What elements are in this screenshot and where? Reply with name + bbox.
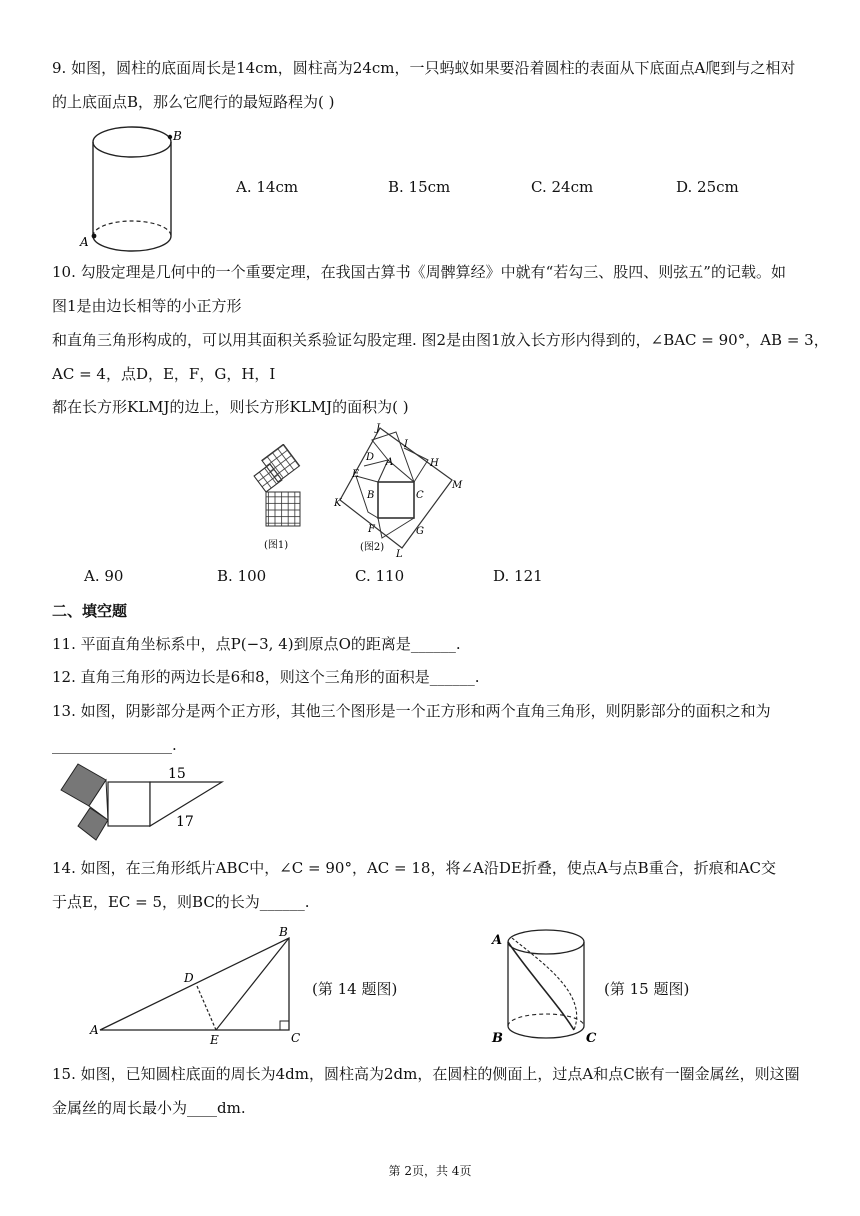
q10-option-b[interactable]: B. 100 (217, 567, 267, 585)
q9-option-a[interactable]: A. 14cm (236, 178, 299, 196)
q15-label-c: C (586, 1031, 597, 1046)
q10-fig2-label-b: B (367, 490, 375, 501)
q10-fig2-label-i: I (404, 439, 408, 450)
q10-text-line4: AC = 4，点D，E，F，G，H，I (52, 365, 276, 383)
q10-fig2-label-m: M (452, 480, 463, 491)
q10-fig2-label-c: C (416, 490, 424, 501)
section-title-fill-in: 二、填空题 (52, 602, 128, 620)
q14-label-e: E (210, 1033, 219, 1047)
q15-text-line2: 金属丝的周长最小为____dm. (52, 1099, 246, 1117)
q10-fig2-label-g: G (416, 526, 424, 537)
q14-label-c: C (291, 1031, 301, 1045)
q9-label-b: B (173, 129, 182, 143)
q10-fig2-caption: (图2) (360, 542, 385, 553)
q9-option-b[interactable]: B. 15cm (388, 178, 451, 196)
q13-label-15: 15 (168, 766, 186, 782)
q10-fig2-label-h: H (430, 458, 439, 469)
q10-fig2-label-j: J (376, 423, 381, 434)
q10-fig2-label-k: K (334, 498, 342, 509)
q12-text: 12. 直角三角形的两边长是6和8，则这个三角形的面积是______. (52, 668, 480, 686)
q13-answer-blank[interactable]: ________________. (52, 736, 177, 754)
q10-fig1-caption: (图1) (264, 540, 289, 551)
q9-cylinder-figure (78, 124, 190, 256)
q14-text-line1: 14. 如图，在三角形纸片ABC中，∠C = 90°，AC = 18，将∠A沿DE折叠，使点A与点B重合，折痕和AC交 (52, 859, 777, 877)
q14-label-d: D (184, 971, 194, 985)
q14-label-b: B (279, 925, 288, 939)
q15-label-a: A (492, 933, 503, 948)
q10-text-line2: 图1是由边长相等的小正方形 (52, 297, 242, 315)
q13-figure (58, 760, 230, 846)
q9-text-line2: 的上底面点B，那么它爬行的最短路程为( ) (52, 93, 335, 111)
q15-cylinder-figure (488, 924, 600, 1048)
q10-fig2-label-l: L (396, 549, 403, 560)
q10-text-line5: 都在长方形KLMJ的边上，则长方形KLMJ的面积为( ) (52, 398, 409, 416)
q14-text-line2: 于点E，EC = 5，则BC的长为______. (52, 893, 310, 911)
q14-figure-caption: (第 14 题图) (312, 980, 398, 998)
q15-text-line1: 15. 如图，已知圆柱底面的周长为4dm，圆柱高为2dm，在圆柱的侧面上，过点A和点C嵌有一圈金属丝，则这圈 (52, 1065, 800, 1083)
q15-label-b: B (492, 1031, 503, 1046)
q10-fig2-label-f: F (368, 524, 375, 535)
q10-figure-1 (242, 444, 342, 556)
q11-text: 11. 平面直角坐标系中，点P(−3, 4)到原点O的距离是______. (52, 635, 461, 653)
q15-figure-caption: (第 15 题图) (604, 980, 690, 998)
q10-option-a[interactable]: A. 90 (84, 567, 124, 585)
q9-text-line1: 9. 如图，圆柱的底面周长是14cm，圆柱高为24cm，一只蚂蚁如果要沿着圆柱的表面从下底面点A爬到与之相对 (52, 59, 796, 77)
q10-option-c[interactable]: C. 110 (355, 567, 405, 585)
q9-option-c[interactable]: C. 24cm (531, 178, 594, 196)
q14-triangle-figure (86, 924, 308, 1048)
q13-text-line1: 13. 如图，阴影部分是两个正方形，其他三个图形是一个正方形和两个直角三角形，则阴影部分的面积之和为 (52, 702, 771, 720)
q10-text-line3: 和直角三角形构成的，可以用其面积关系验证勾股定理. 图2是由图1放入长方形内得到的，∠BAC = 90°，AB = 3， (52, 331, 829, 349)
q10-text-line1: 10. 勾股定理是几何中的一个重要定理，在我国古算书《周髀算经》中就有“若勾三、股四、则弦五”的记载。如 (52, 263, 786, 281)
q9-option-d[interactable]: D. 25cm (676, 178, 739, 196)
q9-label-a: A (80, 235, 89, 249)
page-footer: 第 2页，共 4页 (388, 1164, 472, 1178)
q10-fig2-label-d: D (366, 452, 375, 463)
q10-option-d[interactable]: D. 121 (493, 567, 543, 585)
q10-fig2-label-a: A (386, 457, 394, 468)
q10-fig2-label-e: E (352, 469, 360, 480)
q14-label-a: A (90, 1023, 99, 1037)
q13-label-17: 17 (176, 814, 194, 830)
q10-figure-2 (332, 420, 468, 560)
